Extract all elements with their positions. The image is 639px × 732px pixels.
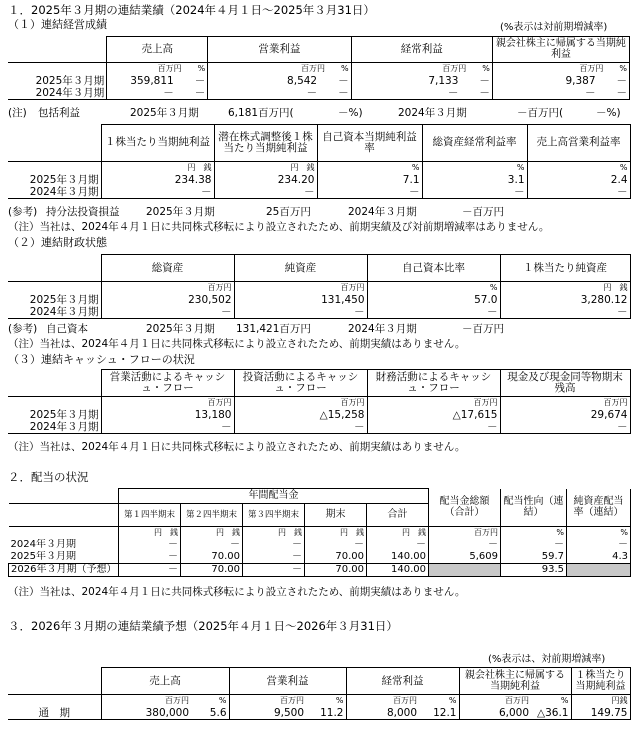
cell: － bbox=[305, 539, 367, 551]
unit: % bbox=[419, 694, 459, 707]
ref-fy25: 2025年３月期 bbox=[146, 206, 215, 218]
unit: 百万円 bbox=[101, 281, 234, 294]
table-row bbox=[8, 306, 630, 319]
cell: － bbox=[479, 74, 490, 87]
section2-sub: （２）連結財政状態 bbox=[8, 236, 107, 249]
unit: % bbox=[367, 281, 500, 294]
cell: － bbox=[429, 539, 501, 551]
row-label: 2025年３月期 bbox=[8, 174, 101, 186]
cell: 9,387 bbox=[565, 74, 596, 87]
table-row bbox=[8, 87, 630, 100]
cell: － bbox=[500, 421, 630, 434]
unit: % bbox=[306, 694, 346, 707]
ref-val24: －百万円 bbox=[462, 206, 504, 218]
table-row bbox=[8, 186, 630, 199]
unit: 百万円 bbox=[579, 63, 604, 73]
unit: 百万円 bbox=[429, 527, 501, 540]
row-label: 2025年３月期 bbox=[8, 294, 101, 306]
unit: 円 bbox=[290, 162, 299, 172]
ref-text: 持分法投資損益 bbox=[46, 206, 120, 218]
unit: 百万円 bbox=[234, 396, 367, 409]
cell: － bbox=[500, 306, 630, 319]
note-val25: 6,181百万円( bbox=[228, 107, 294, 119]
note-fy25: 2025年３月期 bbox=[130, 107, 199, 119]
ref-val24: －百万円 bbox=[462, 323, 504, 335]
ref-val25: 131,421百万円 bbox=[236, 323, 311, 335]
cell: － bbox=[101, 186, 214, 199]
header-bps: １株当たり純資産 bbox=[500, 255, 630, 282]
header-op-margin: 売上高営業利益率 bbox=[527, 125, 630, 162]
header-annual-dividend: 年間配当金 bbox=[119, 489, 429, 504]
cell: 234.38 bbox=[101, 174, 214, 186]
cell: － bbox=[479, 86, 490, 99]
unit: 百万円 bbox=[500, 396, 630, 409]
unit: 百万円 bbox=[459, 694, 531, 707]
pct-note: (%表示は、対前期増減率) bbox=[488, 654, 606, 665]
ref-text: 自己資本 bbox=[46, 323, 88, 335]
unit: 百万円 bbox=[101, 396, 234, 409]
cell: △17,615 bbox=[367, 409, 500, 421]
cell: 93.5 bbox=[501, 564, 567, 577]
unit: % bbox=[567, 527, 631, 540]
cell: △15,258 bbox=[234, 409, 367, 421]
unit: 百万円 bbox=[346, 694, 419, 707]
table-row bbox=[9, 551, 631, 564]
header-investing-cf: 投資活動によるキャッシュ・フロー bbox=[234, 370, 367, 397]
unit: % bbox=[191, 694, 229, 707]
header-ord-income: 経常利益 bbox=[351, 37, 492, 63]
header-sales: 売上高 bbox=[107, 37, 208, 63]
table-row bbox=[8, 174, 630, 186]
header-roa: 総資産経常利益率 bbox=[422, 125, 527, 162]
cell: － bbox=[119, 539, 181, 551]
unit: % bbox=[501, 527, 567, 540]
ref-label: (参考) bbox=[8, 323, 38, 335]
cell: － bbox=[234, 421, 367, 434]
unit: % bbox=[422, 161, 527, 174]
cell: 7.1 bbox=[317, 174, 422, 186]
unit: 円 銭 bbox=[367, 527, 429, 540]
note-text: 包括利益 bbox=[38, 107, 80, 119]
cell: － bbox=[367, 421, 500, 434]
cell: 230,502 bbox=[101, 294, 234, 306]
cell: 29,674 bbox=[500, 409, 630, 421]
cell: 70.00 bbox=[305, 564, 367, 577]
cell: － bbox=[101, 421, 234, 434]
cell: － bbox=[194, 86, 206, 99]
header-payout: 配当性向（連結） bbox=[501, 489, 567, 527]
unit: % bbox=[482, 63, 490, 73]
unit: 円 bbox=[187, 162, 196, 172]
cell: － bbox=[214, 186, 317, 199]
cell: － bbox=[367, 539, 429, 551]
unit: % bbox=[619, 63, 627, 73]
header-operating-cf: 営業活動によるキャッシュ・フロー bbox=[101, 370, 234, 397]
cell: 5,609 bbox=[429, 551, 501, 564]
cell bbox=[429, 564, 501, 577]
note-val24: －百万円( bbox=[517, 107, 564, 119]
unit: 百万円 bbox=[367, 396, 500, 409]
cell: － bbox=[616, 86, 627, 99]
forecast-title: ３．2026年３月期の連結業績予想（2025年４月１日～2026年３月31日） bbox=[8, 619, 398, 633]
cell: 59.7 bbox=[501, 551, 567, 564]
unit: 百万円 bbox=[234, 281, 367, 294]
note-pct24: －%) bbox=[596, 107, 621, 119]
cell bbox=[567, 564, 631, 577]
row-label: 2025年３月期 bbox=[8, 75, 107, 87]
row-label: 2025年３月期 bbox=[9, 551, 119, 564]
header-total-assets: 総資産 bbox=[101, 255, 234, 282]
header-net-income: 親会社株主に帰属する当期純利益 bbox=[459, 668, 571, 695]
table-row bbox=[8, 409, 630, 421]
section1-sub1: （１）連結経営成績 bbox=[8, 18, 107, 31]
unit: 円 銭 bbox=[243, 527, 305, 540]
note-label: (注) bbox=[8, 107, 27, 119]
unit: 円銭 bbox=[571, 694, 630, 707]
row-label: 2026年３月期（予想） bbox=[9, 564, 119, 577]
cell: － bbox=[338, 74, 349, 87]
cell: △36.1 bbox=[531, 707, 571, 720]
header-roe: 自己資本当期純利益率 bbox=[317, 125, 422, 162]
cell: － bbox=[616, 74, 627, 87]
cell: － bbox=[567, 539, 631, 551]
cell: 13,180 bbox=[101, 409, 234, 421]
cell: 3.1 bbox=[422, 174, 527, 186]
table-row bbox=[8, 75, 630, 87]
row-label: 2024年３月期 bbox=[8, 87, 107, 100]
note-pct25: －%) bbox=[338, 107, 363, 119]
cell: 6,000 bbox=[459, 707, 531, 720]
cell: 4.3 bbox=[567, 551, 631, 564]
cell: 70.00 bbox=[181, 551, 243, 564]
table-row bbox=[9, 564, 631, 577]
cell: 140.00 bbox=[367, 551, 429, 564]
row-label: 通 期 bbox=[8, 707, 101, 720]
cell: 9,500 bbox=[229, 707, 306, 720]
cell: 131,450 bbox=[234, 294, 367, 306]
note-text: （注）当社は、2024年４月１日に共同株式移転により設立されたため、前期実績及び対前期増減率はありません。 bbox=[8, 221, 550, 233]
forecast-table bbox=[8, 667, 631, 720]
header-cash-end: 現金及び現金同等物期末残高 bbox=[500, 370, 630, 397]
unit: 百万円 bbox=[442, 63, 467, 73]
cell: － bbox=[243, 539, 305, 551]
cell: － bbox=[367, 306, 500, 319]
ref-label: (参考) bbox=[8, 206, 38, 218]
table-row bbox=[8, 421, 630, 434]
header-q3: 第３四半期末 bbox=[243, 504, 305, 527]
cell: － bbox=[234, 306, 367, 319]
cell: 70.00 bbox=[181, 564, 243, 577]
cell: 140.00 bbox=[367, 564, 429, 577]
cell: 359,811 bbox=[130, 74, 174, 87]
row-label: 2024年３月期 bbox=[9, 539, 119, 551]
cell: － bbox=[243, 551, 305, 564]
ref-fy24: 2024年３月期 bbox=[348, 323, 417, 335]
unit: 銭 bbox=[306, 162, 315, 172]
cell: 149.75 bbox=[571, 707, 630, 720]
header-financing-cf: 財務活動によるキャッシュ・フロー bbox=[367, 370, 500, 397]
cell: － bbox=[306, 86, 318, 99]
unit: % bbox=[341, 63, 349, 73]
cell: 3,280.12 bbox=[500, 294, 630, 306]
cell: － bbox=[585, 86, 596, 99]
cell: － bbox=[243, 564, 305, 577]
table-row bbox=[8, 707, 630, 720]
cell: － bbox=[163, 86, 174, 99]
unit: % bbox=[317, 161, 422, 174]
header-net-assets: 純資産 bbox=[234, 255, 367, 282]
pct-note: (%表示は対前期増減率) bbox=[500, 22, 608, 33]
unit: 銭 bbox=[203, 162, 212, 172]
header-year-end: 期末 bbox=[305, 504, 367, 527]
header-eps: １株当たり当期純利益 bbox=[571, 668, 630, 695]
unit: 円 銭 bbox=[119, 527, 181, 540]
dividend-title: ２．配当の状況 bbox=[8, 470, 89, 484]
header-sales: 売上高 bbox=[101, 668, 229, 695]
cell: 11.2 bbox=[306, 707, 346, 720]
header-ord-income: 経常利益 bbox=[346, 668, 459, 695]
unit: 百万円 bbox=[301, 63, 325, 73]
unit: % bbox=[197, 63, 206, 73]
cell: － bbox=[422, 186, 527, 199]
unit: 百万円 bbox=[229, 694, 306, 707]
financial-position-table bbox=[8, 254, 631, 319]
cell: 380,000 bbox=[101, 707, 191, 720]
cell: 12.1 bbox=[419, 707, 459, 720]
table-row bbox=[9, 539, 631, 551]
note-text: （注）当社は、2024年４月１日に共同株式移転により設立されたため、前期実績はありません。 bbox=[8, 338, 466, 350]
section1-title: １．2025年３月期の連結業績（2024年４月１日～2025年３月31日） bbox=[8, 3, 375, 17]
row-label: 2025年３月期 bbox=[8, 409, 101, 421]
unit: 百万円 bbox=[157, 63, 182, 73]
row-label: 2024年３月期 bbox=[8, 421, 101, 434]
header-eps: １株当たり当期純利益 bbox=[101, 125, 214, 162]
header-op-income: 営業利益 bbox=[229, 668, 346, 695]
ref-val25: 25百万円 bbox=[266, 206, 311, 218]
cell: － bbox=[101, 306, 234, 319]
cell: 8,542 bbox=[287, 74, 318, 87]
cell: 8,000 bbox=[346, 707, 419, 720]
cell: 70.00 bbox=[305, 551, 367, 564]
header-net-income: 親会社株主に帰属する当期純利益 bbox=[492, 37, 629, 63]
cell: － bbox=[527, 186, 630, 199]
cell: 57.0 bbox=[367, 294, 500, 306]
unit: 円 銭 bbox=[305, 527, 367, 540]
cell: － bbox=[317, 186, 422, 199]
cell: － bbox=[181, 539, 243, 551]
cell: 234.20 bbox=[214, 174, 317, 186]
header-op-income: 営業利益 bbox=[208, 37, 351, 63]
header-equity-ratio: 自己資本比率 bbox=[367, 255, 500, 282]
row-label: 2024年３月期 bbox=[8, 306, 101, 319]
unit: 円 銭 bbox=[181, 527, 243, 540]
cell: 7,133 bbox=[428, 74, 459, 87]
unit: 円 銭 bbox=[500, 281, 630, 294]
header-diluted-eps: 潜在株式調整後１株当たり当期純利益 bbox=[214, 125, 317, 162]
cell: － bbox=[338, 86, 349, 99]
header-doe: 純資産配当率（連結） bbox=[567, 489, 631, 527]
header-total-dividend: 配当金総額（合計） bbox=[429, 489, 501, 527]
cell: － bbox=[447, 86, 459, 99]
unit: % bbox=[527, 161, 630, 174]
header-q2: 第２四半期末 bbox=[181, 504, 243, 527]
section3-sub: （３）連結キャッシュ・フローの状況 bbox=[8, 353, 195, 366]
cell: － bbox=[119, 564, 181, 577]
note-text: （注）当社は、2024年４月１日に共同株式移転により設立されたため、前期実績はありません。 bbox=[8, 586, 466, 598]
cell: － bbox=[501, 539, 567, 551]
cell: 2.4 bbox=[527, 174, 630, 186]
note-fy24: 2024年３月期 bbox=[398, 107, 467, 119]
per-share-table bbox=[8, 124, 631, 199]
dividend-table bbox=[8, 488, 631, 577]
table-row bbox=[8, 294, 630, 306]
header-sum: 合計 bbox=[367, 504, 429, 527]
row-label: 2024年３月期 bbox=[8, 186, 101, 199]
cell: － bbox=[119, 551, 181, 564]
cell: 5.6 bbox=[191, 707, 229, 720]
ref-fy24: 2024年３月期 bbox=[348, 206, 417, 218]
header-q1: 第１四半期末 bbox=[119, 504, 181, 527]
unit: 百万円 bbox=[101, 694, 191, 707]
cell: － bbox=[194, 74, 206, 87]
operating-results-table bbox=[8, 36, 630, 100]
ref-fy25: 2025年３月期 bbox=[146, 323, 215, 335]
unit: % bbox=[531, 694, 571, 707]
cashflow-table bbox=[8, 369, 631, 434]
note-text: （注）当社は、2024年４月１日に共同株式移転により設立されたため、前期実績はありません。 bbox=[8, 441, 466, 453]
